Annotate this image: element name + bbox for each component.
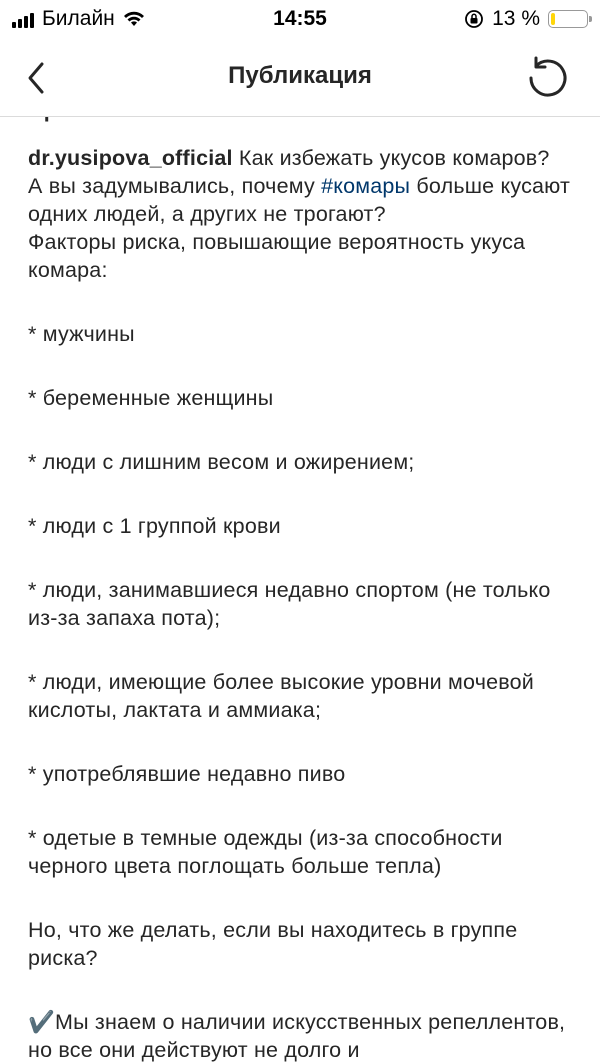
hashtag-link[interactable]: #комары: [321, 174, 411, 198]
status-right: [464, 7, 588, 31]
caption-line2-before: А вы задумывались, почему: [28, 174, 322, 198]
orientation-lock-icon: [464, 9, 484, 29]
list-item: * употреблявшие недавно пиво: [28, 762, 346, 786]
nav-bar: [0, 40, 600, 116]
status-time: 14:55: [273, 7, 327, 30]
list-item: * люди с лишним весом и ожирением;: [28, 450, 415, 474]
list-item: * мужчины: [28, 322, 135, 346]
status-bar: [0, 0, 600, 40]
carrier-name: Билайн: [42, 7, 115, 30]
page-title: Публикация: [228, 62, 372, 89]
battery-fill: [551, 13, 555, 25]
post-content: [28, 96, 572, 1064]
last-paragraph-text: Мы знаем о наличии искусственных репеллентов, но все они действуют не долго и: [28, 1010, 566, 1062]
list-item: * люди с 1 группой крови: [28, 514, 281, 538]
caption: [28, 144, 572, 284]
nav-divider: [0, 116, 600, 117]
battery-icon: [548, 10, 588, 28]
list-item: * люди, имеющие более высокие уровни мочевой кислоты, лактата и аммиака;: [28, 670, 535, 722]
last-paragraph: [28, 1008, 572, 1064]
caption-line2-after: больше кусают одних людей, а других не трогают?: [28, 174, 571, 226]
list-item: * люди, занимавшиеся недавно спортом (не только из-за запаха пота);: [28, 578, 551, 630]
question-text: Но, что же делать, если вы находитесь в группе риска?: [28, 918, 518, 970]
check-mark-icon: ✔️: [28, 1010, 55, 1034]
list-item: * беременные женщины: [28, 386, 274, 410]
list-item: * одетые в темные одежды (из-за способности черного цвета поглощать больше тепла): [28, 826, 503, 878]
caption-title: Как избежать укусов комаров?: [238, 146, 550, 170]
refresh-button[interactable]: [524, 54, 572, 102]
caption-username[interactable]: dr.yusipova_official: [28, 146, 233, 170]
battery-percent: 13 %: [492, 7, 540, 30]
risk-intro: Факторы риска, повышающие вероятность укуса комара:: [28, 230, 526, 282]
